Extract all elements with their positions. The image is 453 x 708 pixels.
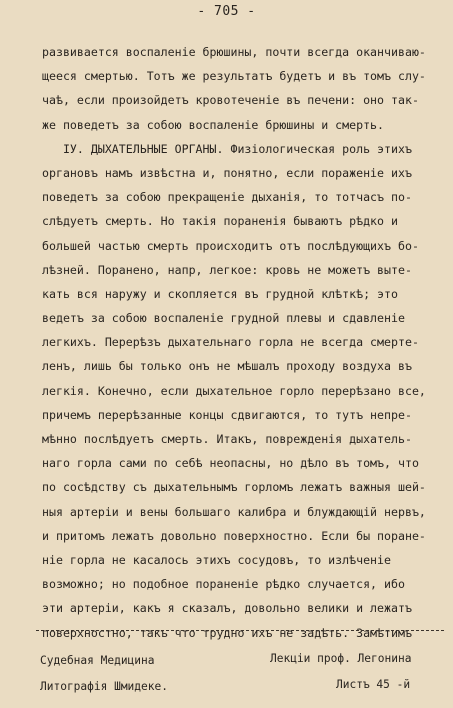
- text-line: наго горла сами по себѣ неопасны, но дѣло въ томъ, что: [42, 456, 419, 471]
- text-line: развивается воспаленіе брюшины, почти всегда оканчиваю-: [42, 45, 426, 59]
- text-line: же поведетъ за собою воспаленіе брюшины и смерть.: [42, 117, 385, 132]
- text-line: легкія. Конечно, если дыхательное горло перерѣзано все,: [42, 383, 426, 398]
- text-line: легкихъ. Перерѣзъ дыхательнаго горла не всегда смерте-: [42, 335, 419, 350]
- text-line: поверхностно, такъ что трудно ихъ не задѣть. Замѣтимъ: [42, 625, 412, 640]
- text-line: мѣнно послѣдуетъ смерть. Итакъ, поврежденія дыхатель-: [42, 432, 412, 446]
- text-line: большей частью смерть происходитъ отъ послѣдующихъ бо-: [42, 238, 419, 253]
- page-number: - 705 -: [197, 4, 256, 19]
- text-line: ніе горла не касалось этихъ сосудовъ, то излѣченіе: [42, 552, 392, 567]
- footer-sheet-number: Листъ 45 -й: [336, 678, 411, 691]
- footer-divider: [36, 630, 444, 631]
- footer-lecturer: Лекціи проф. Легонина: [270, 652, 412, 665]
- text-line: и притомъ лежатъ довольно поверхностно. Если бы поране-: [42, 528, 426, 543]
- text-line: возможно; но подобное пораненіе рѣдко случается, ибо: [42, 577, 405, 592]
- text-line: органовъ намъ извѣстна и, понятно, если пораженіе ихъ: [42, 165, 412, 180]
- section-heading-line: IУ. ДЫХАТЕЛЬНЫЕ ОРГАНЫ. Физіологическая роль этихъ: [42, 141, 412, 156]
- text-line: лѣзней. Поранено, напр, легкое: кровь не можетъ выте-: [42, 262, 412, 277]
- text-line: чаѣ, если произойдетъ кровотеченіе въ печени: оно так-: [42, 93, 419, 108]
- footer-printer: Литографія Шмидеке.: [40, 680, 168, 693]
- text-line: причемъ перерѣзанные концы сдвигаются, то тутъ непре-: [42, 407, 412, 422]
- text-line: эти артеріи, какъ я сказалъ, довольно велики и лежатъ: [42, 601, 412, 616]
- text-line: поведетъ за собою прекращеніе дыханія, то тотчасъ по-: [42, 190, 412, 205]
- text-line: кать вся наружу и скопляется въ грудной клѣткѣ; это: [42, 286, 398, 301]
- text-line: ведетъ за собою воспаленіе грудной плевы и сдавленіе: [42, 311, 405, 326]
- footer-course-title: Судебная Медицина: [40, 654, 155, 667]
- body-text: [42, 40, 446, 645]
- text-line: ныя артеріи и вены большаго калибра и блуждающій нервъ,: [42, 504, 426, 519]
- text-line: слѣдуетъ смерть. Но такія пораненія бываютъ рѣдко и: [42, 214, 398, 229]
- text-line: щееся смертью. Тотъ же результатъ будетъ и въ томъ слу-: [42, 69, 426, 84]
- text-line: ленъ, лишь бы только онъ не мѣшалъ проходу воздуха въ: [42, 359, 412, 374]
- text-line: по сосѣдству съ дыхательнымъ горломъ лежатъ важныя шей-: [42, 480, 426, 495]
